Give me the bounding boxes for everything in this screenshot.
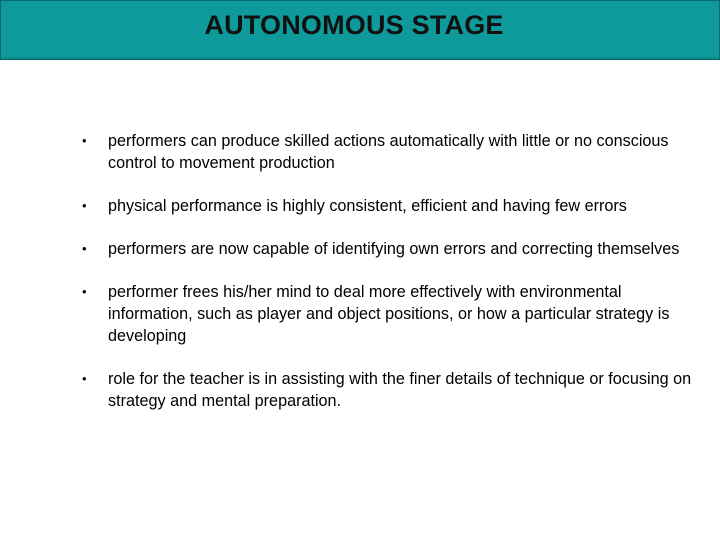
bullet-item-3: [80, 238, 695, 260]
bullet-dot-icon: •: [82, 241, 87, 256]
bullet-dot-icon: •: [82, 198, 87, 213]
bullet-text-5: role for the teacher is in assisting with the finer details of technique or focusing on strategy and mental preparation.: [108, 370, 692, 410]
bullet-dot-icon: •: [82, 284, 87, 299]
bullet-item-1: [80, 130, 695, 174]
bullet-list: [80, 130, 695, 433]
bullet-text-2: physical performance is highly consistent, efficient and having few errors: [108, 197, 627, 215]
title-bar: [0, 0, 720, 60]
bullet-text-3: performers are now capable of identifying own errors and correcting themselves: [108, 240, 680, 258]
bullet-item-2: [80, 195, 695, 217]
slide-title: AUTONOMOUS STAGE: [204, 10, 504, 40]
bullet-dot-icon: •: [82, 371, 87, 386]
bullet-dot-icon: •: [82, 133, 87, 148]
bullet-text-4: performer frees his/her mind to deal more effectively with environmental information, such as player and object positions, or how a particular strategy is developing: [108, 283, 670, 345]
bullet-text-1: performers can produce skilled actions automatically with little or no conscious control to movement production: [108, 132, 669, 172]
bullet-item-5: [80, 368, 695, 412]
bullet-item-4: [80, 281, 695, 347]
